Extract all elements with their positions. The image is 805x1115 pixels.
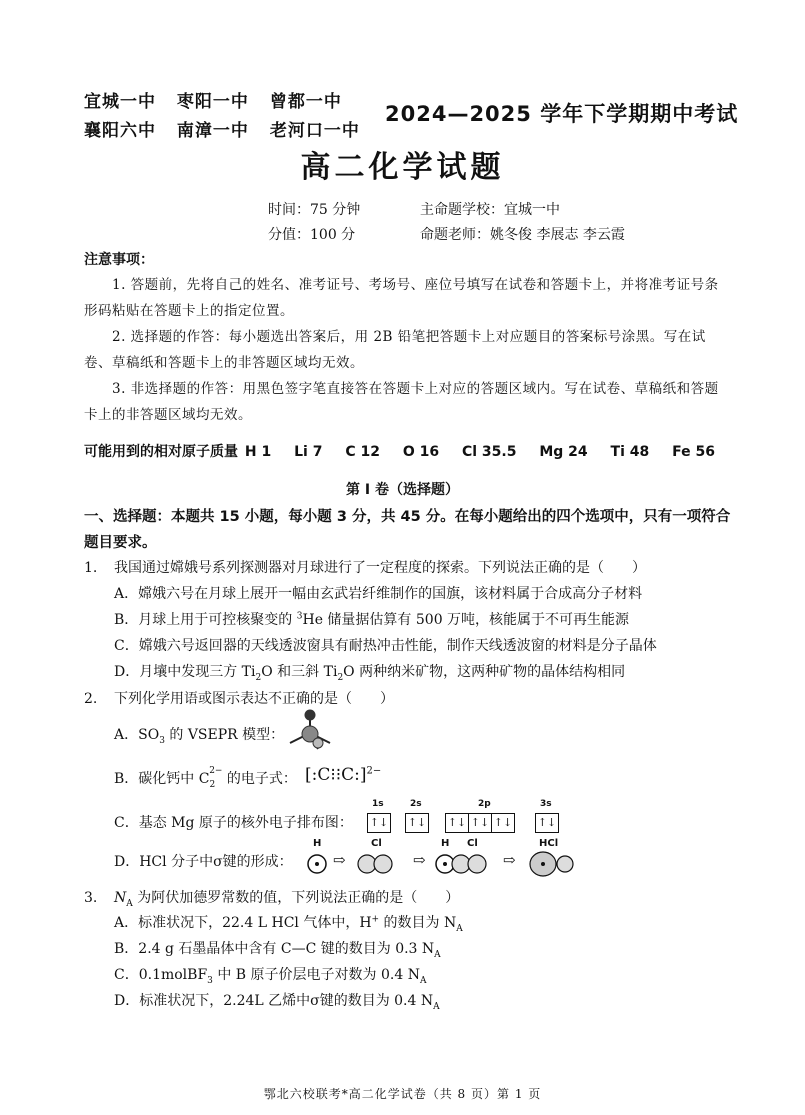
orbital-label: 2s <box>410 799 422 809</box>
orbital-box: ↑↓ <box>445 813 469 833</box>
atomic-mass: Li 7 <box>294 444 323 460</box>
superscript: 2− <box>209 766 223 777</box>
arrow-icon: ⇨ <box>413 851 426 869</box>
question-text: 我国通过嫦娥号系列探测器对月球进行了一定程度的探索。下列说法正确的是（ ） <box>114 560 646 576</box>
school-name: 枣阳一中 <box>176 92 249 112</box>
option-text: A．SO <box>114 727 160 743</box>
orbital-label: 2p <box>478 799 491 809</box>
question-2-option-a <box>114 724 284 746</box>
subscript: 3 <box>207 975 213 986</box>
option-text: 的数目为 N <box>379 915 457 931</box>
option-text: O 两种纳米矿物，这两种矿物的晶体结构相同 <box>343 664 626 680</box>
atomic-masses <box>84 441 733 461</box>
question-1-option-c: C．嫦娥六号返回器的天线透波窗具有耐热冲击性能，制作天线透波窗的材料是分子晶体 <box>114 638 657 654</box>
orbital-3s <box>536 812 559 833</box>
symbol: N <box>114 890 127 906</box>
exam-title: 2024—2025 学年下学期期中考试 <box>385 102 739 126</box>
question-3-option-c <box>114 964 426 986</box>
option-text: B．2.4 g 石墨晶体中含有 C—C 键的数目为 0.3 N <box>114 941 435 957</box>
superscript: + <box>371 914 380 925</box>
subscript: 2 <box>209 779 216 790</box>
atomic-mass: Mg 24 <box>539 444 588 460</box>
atomic-mass: Fe 56 <box>672 444 715 460</box>
option-text: B．碳化钙中 C <box>114 771 210 787</box>
question-2-option-d: D．HCl 分子中σ键的形成： <box>114 854 293 870</box>
school-name: 曾都一中 <box>269 92 342 112</box>
subscript: A <box>126 898 133 909</box>
atomic-mass: H 1 <box>244 444 272 460</box>
option-text: 的电子式： <box>222 771 297 787</box>
question-1-option-d <box>114 661 625 683</box>
question-3-option-b <box>114 938 441 960</box>
notice-item-3: 3. 非选择题的作答：用黑色签字笔直接答在答题卡上对应的答题区域内。写在试卷、草稿纸和答题卡上的非答题区域均无效。 <box>84 381 719 423</box>
orbital-diagram <box>368 799 568 835</box>
arrow-icon: ⇨ <box>503 851 516 869</box>
exam-score: 分值：100 分 <box>268 227 356 243</box>
option-text: He 储量据估算有 500 万吨，核能属于不可再生能源 <box>302 612 630 628</box>
school-name: 宜城一中 <box>84 92 156 112</box>
atomic-mass: O 16 <box>402 444 440 460</box>
atom-label: Cl <box>467 838 478 849</box>
superscript: 3 <box>296 611 303 622</box>
atom-label: Cl <box>371 838 382 849</box>
option-text: D．标准状况下，2.24L 乙烯中σ键的数目为 0.4 N <box>114 993 434 1009</box>
subscript: 2 <box>337 672 344 683</box>
option-text: 的 VSEPR 模型： <box>164 727 285 743</box>
question-3-option-a <box>114 912 463 934</box>
school-name: 老河口一中 <box>269 121 360 141</box>
question-2-option-c: C．基态 Mg 原子的核外电子排布图： <box>114 815 353 831</box>
question-1-option-a: A．嫦娥六号在月球上展开一幅由玄武岩纤维制作的国旗，该材料属于合成高分子材料 <box>114 586 643 602</box>
notice-heading: 注意事项： <box>84 252 154 268</box>
notice-item-1: 1. 答题前，先将自己的姓名、准考证号、考场号、座位号填写在试卷和答题卡上，并将准考证号条形码粘贴在答题卡上的指定位置。 <box>84 277 719 319</box>
part-heading: 一、选择题：本题共 15 小题，每小题 3 分，共 45 分。在每小题给出的四个选项中，只有一项符合题目要求。 <box>84 509 731 551</box>
lead-school: 主命题学校：宜城一中 <box>420 202 560 218</box>
subscript: A <box>434 949 441 960</box>
sigma-bond-diagram <box>303 838 583 878</box>
orbital-label: 1s <box>372 799 384 809</box>
question-1-stem <box>84 557 646 577</box>
option-text: O 和三斜 Ti <box>261 664 338 680</box>
atom-label: H <box>313 838 322 849</box>
vsepr-model-image <box>284 709 336 753</box>
atom-label: H <box>441 838 450 849</box>
question-text: 为阿伏加德罗常数的值，下列说法正确的是（ ） <box>132 890 460 906</box>
atomic-masses-label: 可能用到的相对原子质量 <box>84 444 238 460</box>
question-number: 1. <box>84 560 98 576</box>
school-list-row-1 <box>84 87 342 112</box>
option-text: 中 B 原子价层电子对数为 0.4 N <box>212 967 420 983</box>
page-title: 高二化学试题 <box>300 150 505 185</box>
question-2-stem <box>84 688 394 708</box>
question-number: 2. <box>84 691 98 707</box>
atomic-mass: Ti 48 <box>610 444 650 460</box>
orbital-box: ↑↓ <box>468 813 492 833</box>
electron-formula-text: [:C⁝⁝C:] <box>305 765 367 785</box>
orbital-box: ↑↓ <box>535 813 559 833</box>
question-1-option-b <box>114 609 629 629</box>
orbital-2p <box>446 812 515 833</box>
question-text: 下列化学用语或图示表达不正确的是（ ） <box>114 691 394 707</box>
orbital-2s <box>406 812 429 833</box>
atom-label: HCl <box>539 838 559 849</box>
electron-formula <box>305 765 381 785</box>
option-text: D．月壤中发现三方 Ti <box>114 664 256 680</box>
subscript: A <box>419 975 427 986</box>
orbital-box: ↑↓ <box>367 813 391 833</box>
question-2-option-b <box>114 768 297 790</box>
orbital-box: ↑↓ <box>405 813 429 833</box>
arrow-icon: ⇨ <box>333 851 346 869</box>
page-footer: 鄂北六校联考*高二化学试卷（共 8 页）第 1 页 <box>263 1087 542 1101</box>
subscript: A <box>456 923 463 934</box>
orbital-box: ↑↓ <box>491 813 515 833</box>
question-3-stem <box>84 887 459 909</box>
exam-time: 时间：75 分钟 <box>268 202 361 218</box>
orbital-label: 3s <box>540 799 552 809</box>
option-text: C．0.1molBF <box>114 967 208 983</box>
atomic-mass: C 12 <box>345 444 380 460</box>
question-3-option-d <box>114 990 440 1012</box>
atomic-mass: Cl 35.5 <box>461 444 517 460</box>
charge: 2− <box>366 765 382 777</box>
school-list-row-2 <box>84 116 360 141</box>
subscript: 2 <box>255 672 262 683</box>
school-name: 南漳一中 <box>176 121 249 141</box>
notice-item-2: 2. 选择题的作答：每小题选出答案后，用 2B 铅笔把答题卡上对应题目的答案标号涂黑。写在试卷、草稿纸和答题卡上的非答题区域均无效。 <box>84 329 706 371</box>
subscript: A <box>433 1001 440 1012</box>
option-text: B．月球上用于可控核聚变的 <box>114 612 297 628</box>
teachers: 命题老师：姚冬俊 李展志 李云霞 <box>420 227 625 243</box>
question-number: 3. <box>84 890 98 906</box>
orbital-1s <box>368 812 391 833</box>
option-text: A．标准状况下，22.4 L HCl 气体中，H <box>114 915 372 931</box>
school-name: 襄阳六中 <box>84 121 156 141</box>
subscript: 3 <box>159 735 165 746</box>
section-title: 第 I 卷（选择题） <box>346 482 459 498</box>
